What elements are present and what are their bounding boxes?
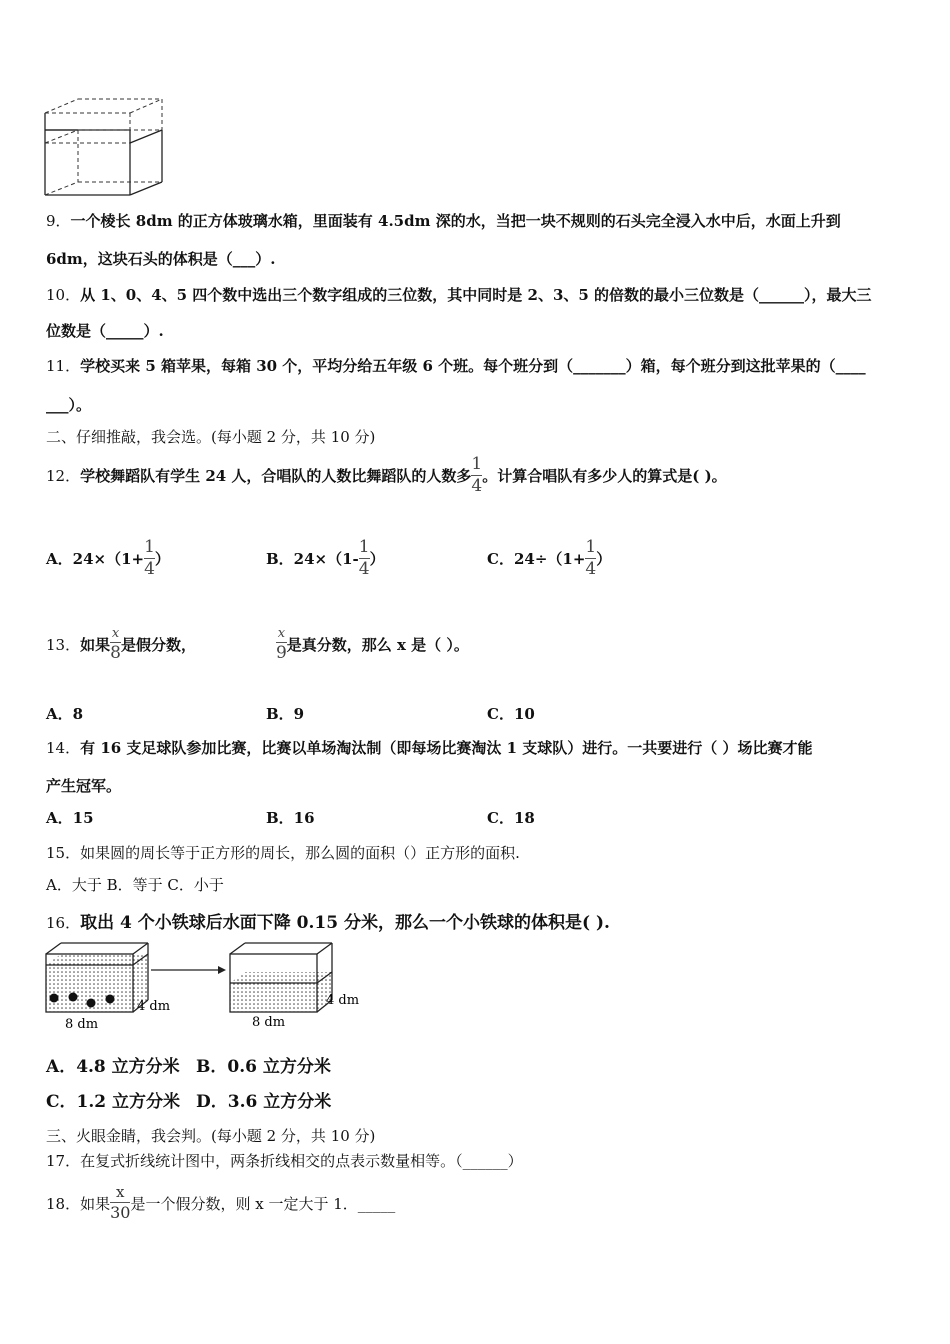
option-text: C．24÷（1+ bbox=[487, 549, 586, 568]
tank1-height-label: 4 dm bbox=[137, 999, 171, 1014]
q14-option-a[interactable]: A．15 bbox=[46, 809, 94, 827]
numerator: x bbox=[277, 625, 286, 641]
q16-option-c[interactable]: C．1.2 立方分米 bbox=[46, 1092, 181, 1112]
q13-option-c[interactable]: C．10 bbox=[487, 705, 535, 723]
question-text: 有 16 支足球队参加比赛，比赛以单场淘汰制（即每场比赛淘汰 1 支球队）进行。一共要进行（ ）场比赛才能 bbox=[80, 739, 813, 757]
question-number: 12． bbox=[46, 466, 81, 485]
tank1-width-label: 8 dm bbox=[65, 1017, 99, 1032]
question-12 bbox=[46, 450, 727, 500]
question-text: 从 1、0、4、5 四个数中选出三个数字组成的三位数，其中同时是 2、3、5 的倍数的最小三位数是（______），最大三 bbox=[80, 286, 872, 304]
question-number: 14． bbox=[46, 739, 81, 757]
q16-option-a[interactable]: A．4.8 立方分米 bbox=[46, 1057, 180, 1077]
tank2-width-label: 8 dm bbox=[252, 1015, 286, 1030]
denominator: 4 bbox=[585, 558, 597, 579]
question-number: 9． bbox=[46, 212, 71, 230]
fraction-one-quarter bbox=[585, 536, 597, 579]
q16-option-d[interactable]: D．3.6 立方分米 bbox=[196, 1092, 332, 1112]
denominator: 8 bbox=[110, 642, 121, 663]
denominator: 30 bbox=[110, 1203, 131, 1222]
numerator: 1 bbox=[585, 536, 597, 557]
q15-options[interactable]: A．大于 B．等于 C．小于 bbox=[46, 876, 224, 894]
tank-after bbox=[230, 943, 359, 1030]
arrow-icon bbox=[151, 966, 226, 974]
iron-ball bbox=[69, 993, 78, 1002]
question-text-end: 。计算合唱队有多少人的算式是( )。 bbox=[482, 466, 727, 485]
denominator: 4 bbox=[144, 558, 155, 579]
fraction-x-over-9 bbox=[276, 627, 287, 662]
denominator: 4 bbox=[358, 558, 370, 579]
section-3-heading: 三、火眼金睛，我会判。(每小题 2 分，共 10 分) bbox=[46, 1127, 376, 1145]
numerator: x bbox=[116, 1183, 125, 1201]
q14-option-b[interactable]: B．16 bbox=[266, 809, 315, 827]
question-text: 取出 4 个小铁球后水面下降 0.15 分米，那么一个小铁球的体积是( ). bbox=[80, 913, 610, 933]
question-text: 学校买来 5 箱苹果，每箱 30 个，平均分给五年级 6 个班。每个班分到（_______）箱，每个班分到这批苹果的（____ bbox=[80, 357, 866, 375]
question-text: 一个棱长 8dm 的正方体玻璃水箱，里面装有 4.5dm 深的水，当把一块不规则的石头完全浸入水中后，水面上升到 bbox=[70, 212, 841, 230]
question-13 bbox=[46, 620, 469, 668]
q13-option-a[interactable]: A．8 bbox=[46, 705, 84, 723]
fraction-one-quarter bbox=[144, 536, 155, 579]
question-10-line2: 位数是（_____）. bbox=[46, 322, 164, 340]
question-text: 如果圆的周长等于正方形的周长，那么圆的面积（）正方形的面积. bbox=[80, 844, 520, 862]
question-15 bbox=[46, 842, 520, 863]
question-text-end: 是一个假分数，则 x 一定大于 1．_____ bbox=[130, 1194, 396, 1213]
numerator: 1 bbox=[358, 536, 370, 557]
question-10-line1 bbox=[46, 284, 872, 305]
question-number: 16． bbox=[46, 914, 81, 932]
question-text-end: 是真分数，那么 x 是（ ）。 bbox=[286, 635, 469, 654]
question-text-mid: 是假分数， bbox=[120, 635, 196, 654]
question-9-line2: 6dm，这块石头的体积是（___）. bbox=[46, 250, 276, 268]
question-text: 如果 bbox=[80, 635, 111, 654]
question-number: 17． bbox=[46, 1152, 81, 1170]
fraction-x-over-8 bbox=[110, 627, 121, 662]
iron-ball bbox=[50, 994, 59, 1003]
close-paren: ） bbox=[154, 549, 170, 568]
numerator: 1 bbox=[144, 536, 155, 557]
tank2-height-label: 4 dm bbox=[326, 993, 360, 1008]
option-text: B．24×（1- bbox=[266, 549, 359, 568]
iron-ball bbox=[87, 999, 96, 1008]
numerator: x bbox=[111, 625, 120, 641]
question-16 bbox=[46, 908, 610, 933]
q13-option-b[interactable]: B．9 bbox=[266, 705, 305, 723]
close-paren: ） bbox=[596, 549, 612, 568]
tank-figure bbox=[40, 938, 370, 1033]
denominator: 9 bbox=[275, 642, 287, 663]
numerator: 1 bbox=[471, 453, 483, 474]
question-18 bbox=[46, 1180, 395, 1226]
q12-option-b[interactable] bbox=[266, 533, 385, 583]
question-number: 10． bbox=[46, 286, 81, 304]
q12-option-a[interactable] bbox=[46, 533, 170, 583]
cube-figure bbox=[40, 95, 170, 199]
question-number: 15． bbox=[46, 844, 81, 862]
iron-ball bbox=[106, 995, 115, 1004]
tank-before bbox=[46, 943, 170, 1032]
option-text: A．24×（1+ bbox=[46, 549, 145, 568]
denominator: 4 bbox=[471, 475, 483, 496]
fraction-one-quarter bbox=[358, 536, 370, 579]
question-text: 学校舞蹈队有学生 24 人，合唱队的人数比舞蹈队的人数多 bbox=[80, 466, 472, 485]
question-9-line1 bbox=[46, 210, 841, 231]
question-17 bbox=[46, 1150, 523, 1171]
q12-option-c[interactable] bbox=[487, 533, 611, 583]
question-14-line2: 产生冠军。 bbox=[46, 777, 122, 795]
question-text: 如果 bbox=[80, 1194, 111, 1213]
fraction-x-over-30 bbox=[110, 1185, 130, 1221]
q14-option-c[interactable]: C．18 bbox=[487, 809, 535, 827]
question-11-line1 bbox=[46, 355, 866, 376]
question-11-line2: ___）。 bbox=[46, 396, 92, 414]
section-2-heading: 二、仔细推敲，我会选。(每小题 2 分，共 10 分) bbox=[46, 428, 376, 446]
q16-option-b[interactable]: B．0.6 立方分米 bbox=[196, 1057, 331, 1077]
close-paren: ） bbox=[369, 549, 385, 568]
question-text: 在复式折线统计图中，两条折线相交的点表示数量相等。（______） bbox=[80, 1152, 523, 1170]
question-number: 11． bbox=[46, 357, 81, 375]
question-number: 18． bbox=[46, 1194, 81, 1213]
question-number: 13． bbox=[46, 635, 81, 654]
question-14-line1 bbox=[46, 737, 813, 758]
fraction-one-quarter bbox=[471, 453, 483, 496]
